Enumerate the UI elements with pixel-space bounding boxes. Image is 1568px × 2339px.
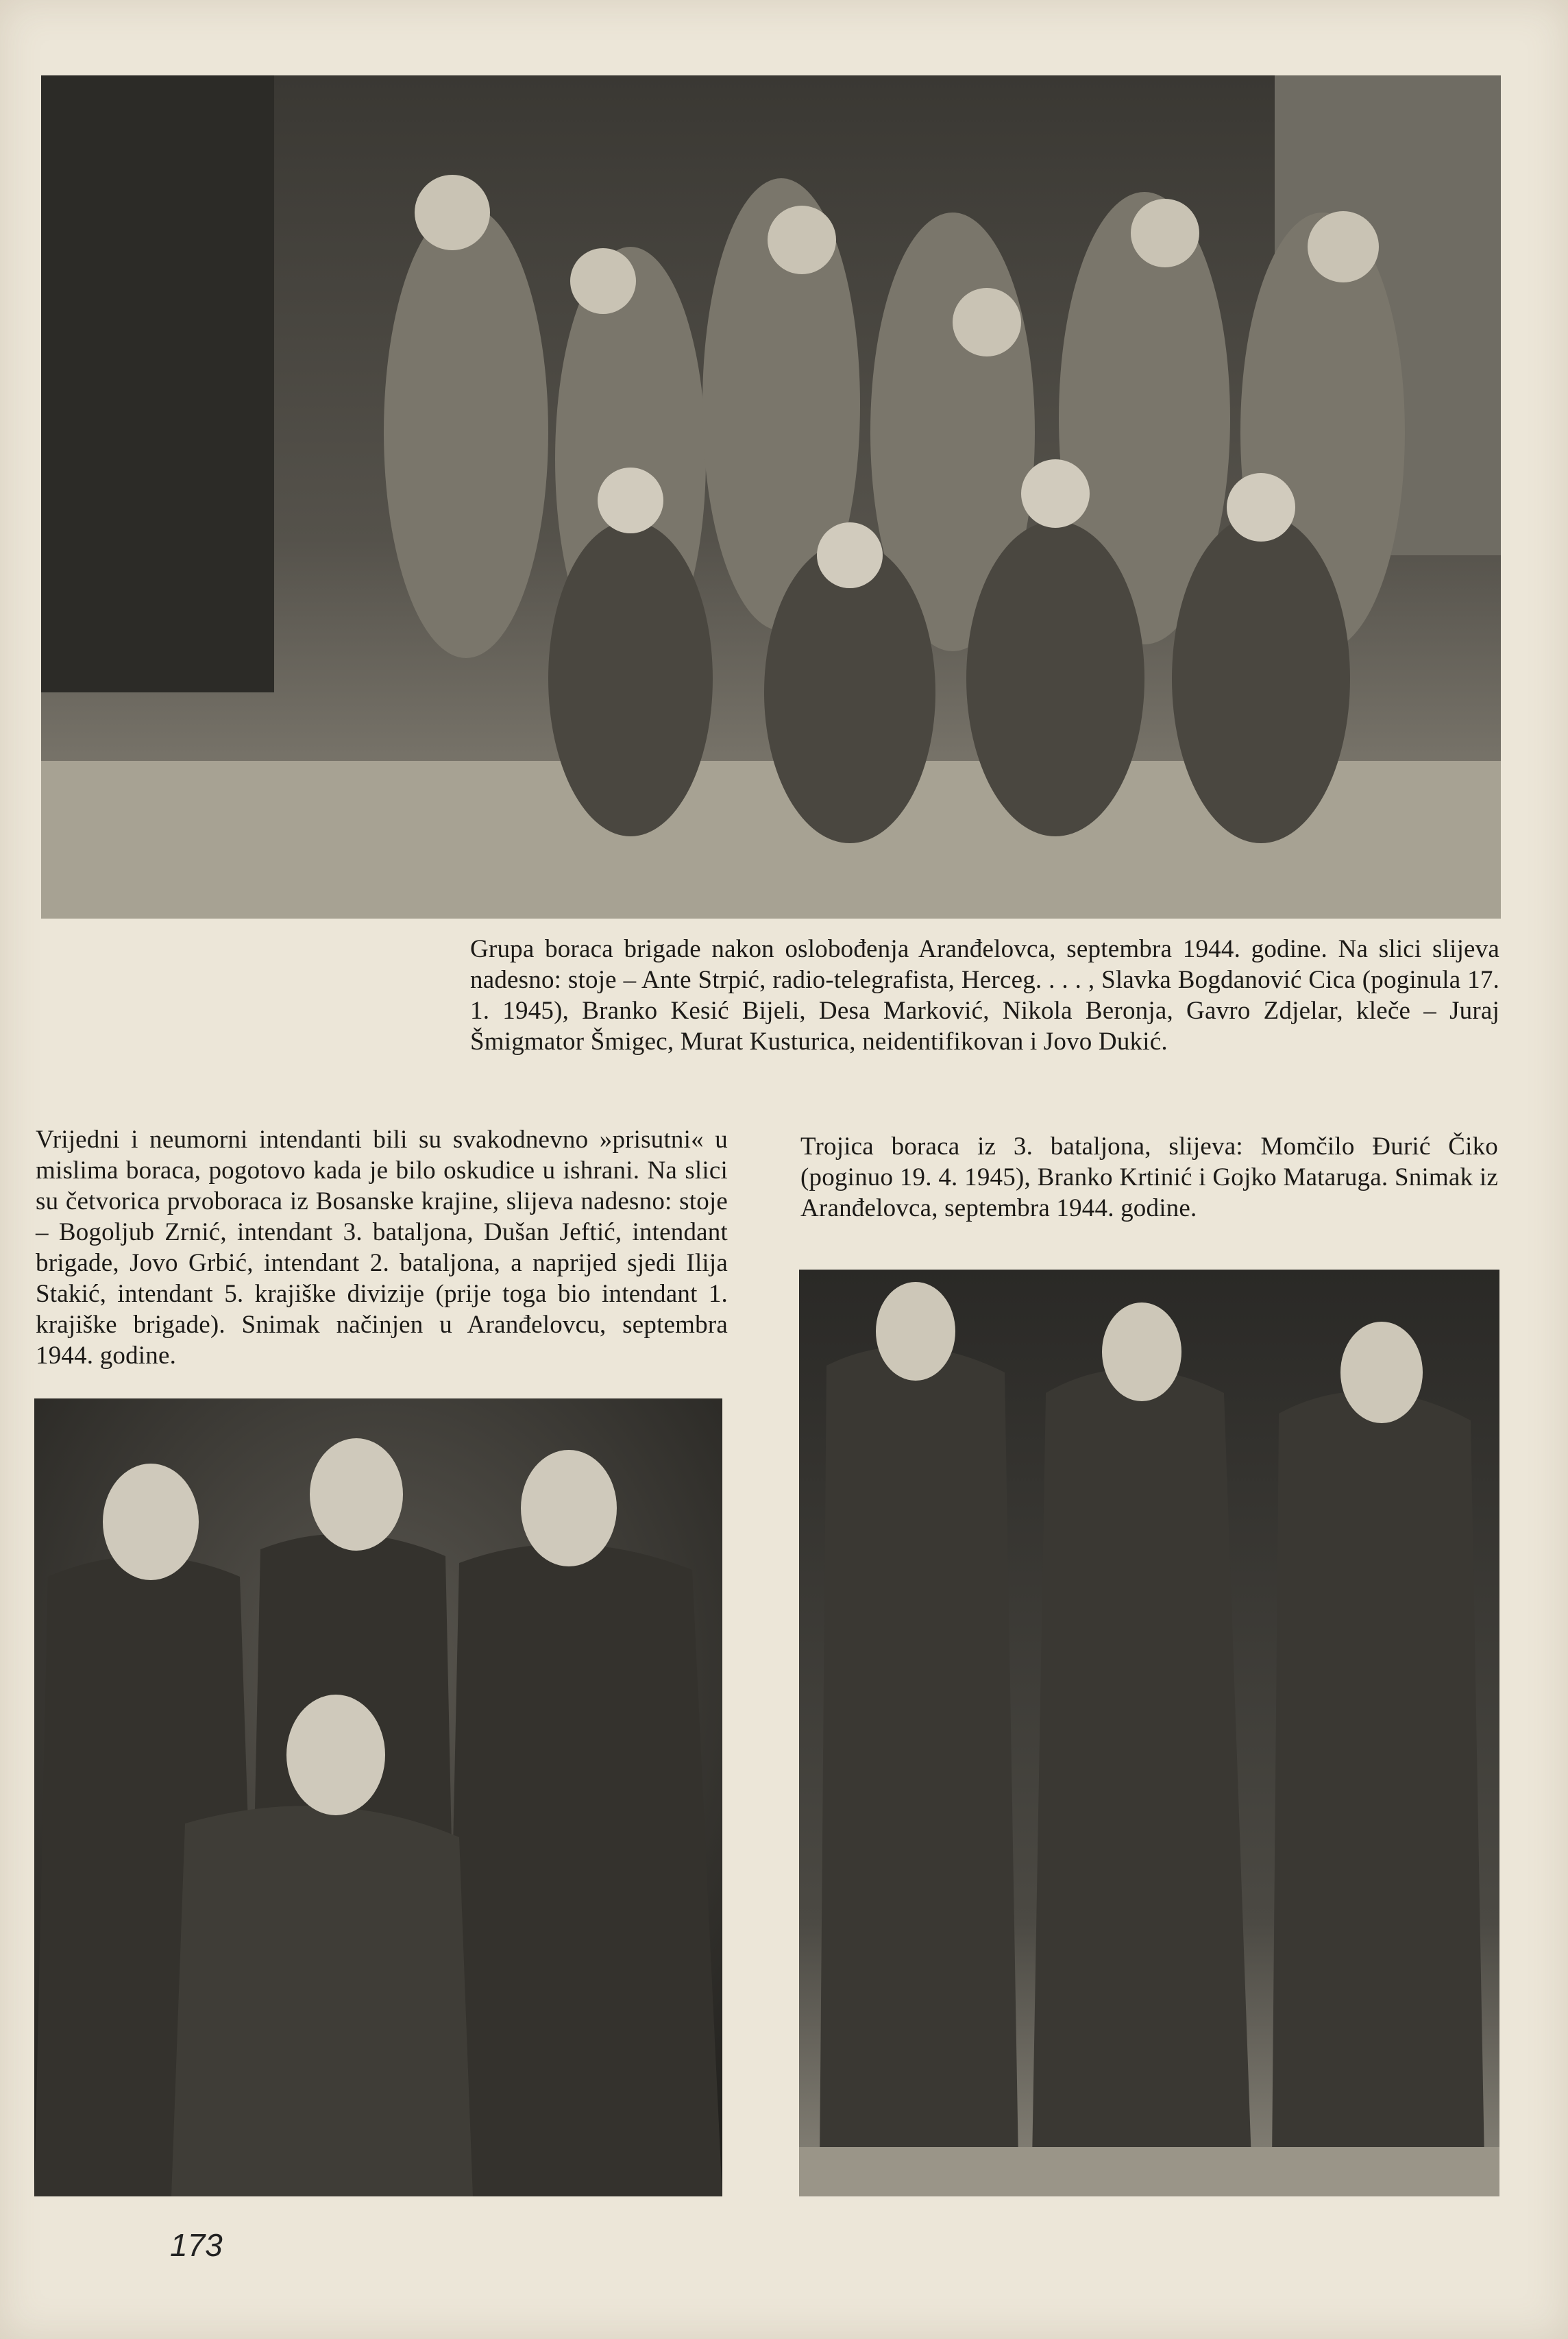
right-photo-caption: Trojica boraca iz 3. bataljona, slijeva: Momčilo Đurić Čiko (poginuo 19. 4. 1945), Branko Krtinić i Gojko Mataruga. Snimak iz Aranđelovca, septembra 1944. godine. — [800, 1132, 1498, 1222]
left-intendants-photo — [34, 1398, 722, 2196]
group-photo-icon — [41, 75, 1501, 919]
right-three-fighters-photo — [799, 1270, 1499, 2196]
top-photo-caption: Grupa boraca brigade nakon oslobođenja Aranđelovca, septembra 1944. godine. Na slici slijeva nadesno: stoje – Ante Strpić, radio-telegrafista, Herceg. . . . , Slavka Bogdanović Cica (poginula 17. 1. 1945), Branko Kesić Bijeli, Desa Marković, Nikola Beronja, Gavro Zdjelar, kleče – Juraj Šmigmator Šmigec, Murat Kusturica, neidentifikovan i Jovo Dukić. — [470, 935, 1499, 1056]
group-photo-icon — [799, 1270, 1499, 2196]
top-group-photo — [41, 75, 1501, 919]
left-photo-caption: Vrijedni i neumorni intendanti bili su svakodnevno »prisutni« u mislima boraca, pogotovo kada je bilo oskudice u ishrani. Na slici su četvorica prvoboraca iz Bosanske krajine, slijeva nadesno: stoje – Bogoljub Zrnić, intendant 3. bataljona, Dušan Jeftić, intendant brigade, Jovo Grbić, intendant 2. bataljona, a naprijed sjedi Ilija Stakić, intendant 5. krajiške divizije (prije toga bio intendant 1. krajiške brigade). Snimak načinjen u Aranđelovcu, septembra 1944. godine. — [36, 1126, 728, 1370]
group-photo-icon — [34, 1398, 722, 2196]
page-number: 173 — [170, 2227, 223, 2263]
